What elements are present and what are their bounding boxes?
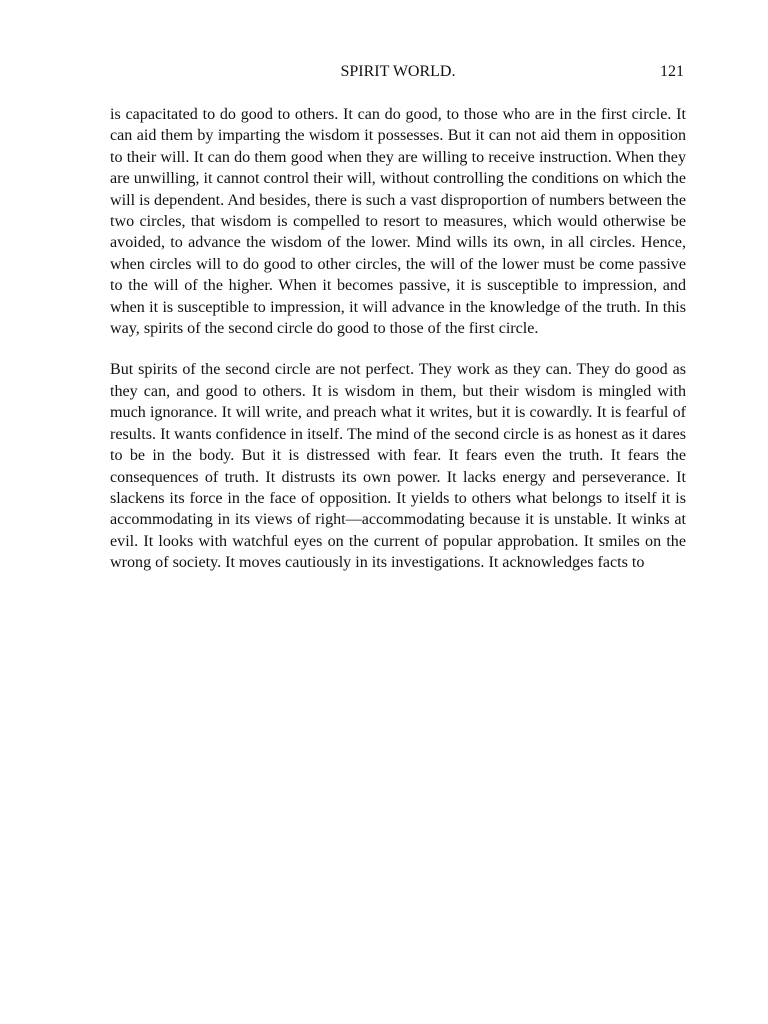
paragraph: is capacitated to do good to others. It can do good, to those who are in the first circle. It can aid them by imparting the wisdom it possesses. But it can not aid them in opposition to their will. It can do them good when they are willing to receive instruction. When they are unwilling, it cannot control their will, without controlling the conditions on which the will is dependent. And besides, there is such a vast disproportion of numbers between the two circles, that wisdom is compelled to resort to measures, which would otherwise be avoided, to advance the wisdom of the lower. Mind wills its own, in all circles. Hence, when circles will to do good to other circles, the will of the lower must be come passive to the will of the higher. When it becomes passive, it is susceptible to impression, and when it is susceptible to impression, it will advance in the knowledge of the truth. In this way, spirits of the second circle do good to those of the first circle.	[110, 106, 686, 338]
running-head	[110, 61, 686, 83]
paragraph: But spirits of the second circle are not perfect. They work as they can. They do good as they can, and good to others. It is wisdom in them, but their wisdom is mingled with much ignorance. It will write, and preach what it writes, but it is cowardly. It is fearful of results. It wants confidence in itself. The mind of the second circle is as honest as it dares to be in the body. But it is distressed with fear. It fears even the truth. It fears the consequences of truth. It distrusts its own power. It lacks energy and perseverance. It slackens its force in the face of opposition. It yields to others what belongs to itself it is accommodating in its views of right—accommodating because it is unstable. It winks at evil. It looks with watchful eyes on the current of popular approbation. It smiles on the wrong of society. It moves cautiously in its investigations. It acknowledges facts to	[110, 361, 686, 572]
running-title: SPIRIT WORLD.	[340, 63, 456, 80]
body-text	[110, 104, 686, 594]
page-number: 121	[660, 63, 684, 80]
